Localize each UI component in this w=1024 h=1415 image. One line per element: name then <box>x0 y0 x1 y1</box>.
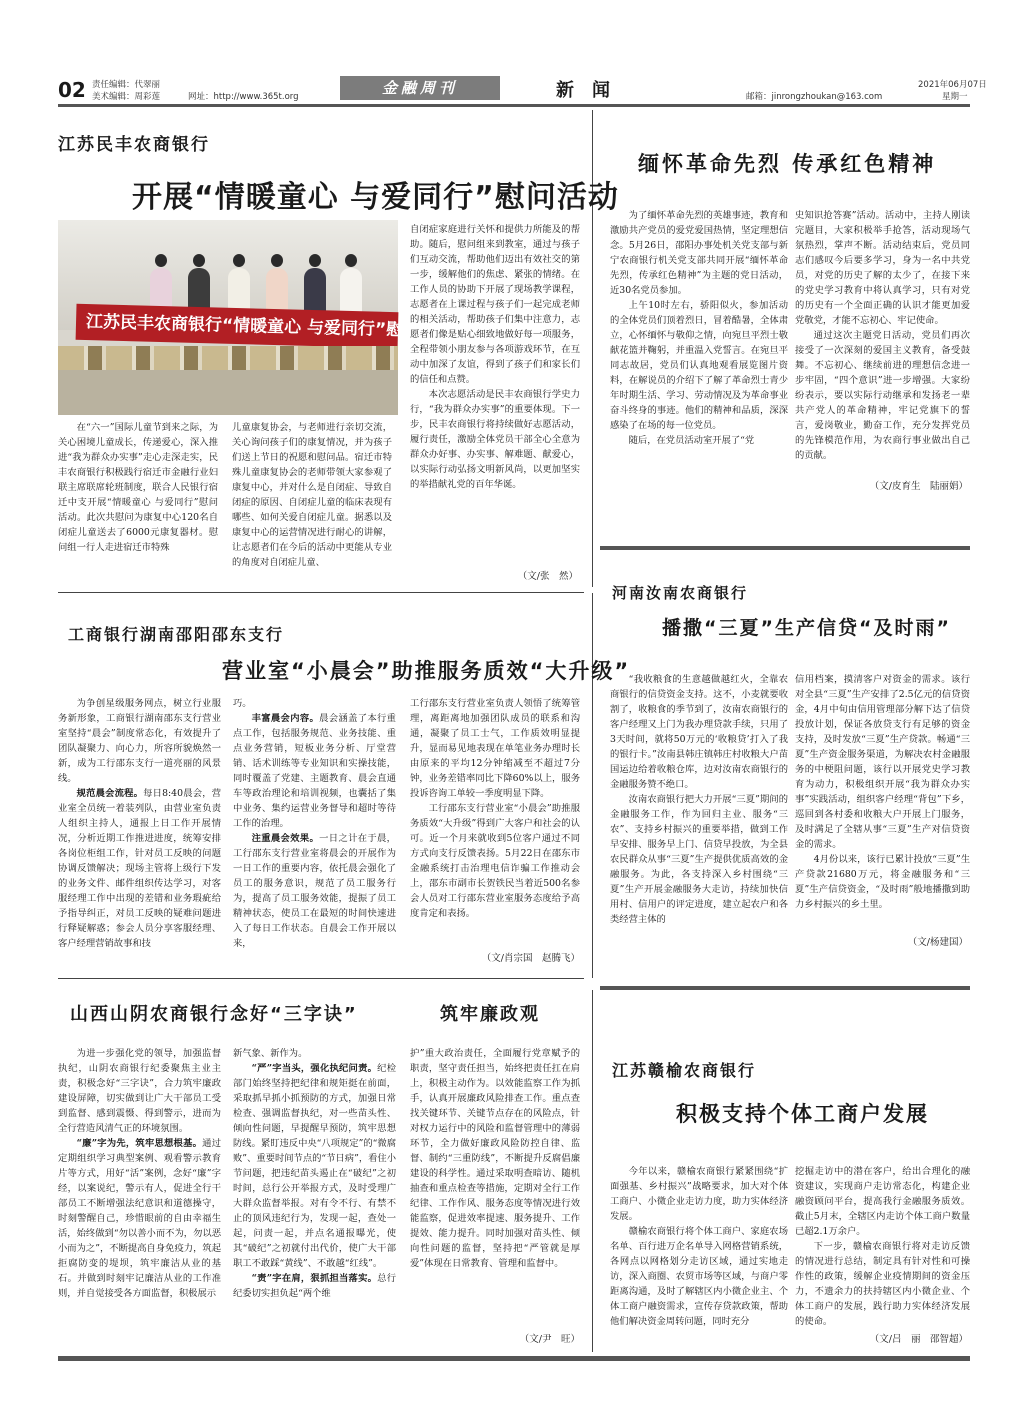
article1-photo <box>58 220 455 415</box>
article4-col2-para2: 4月份以来，该行已累计投放“三夏”生产贷款21680万元，将金融服务和“三夏”生产信贷资金，“及时雨”般地播撒到助力乡村振兴的乡土里。 <box>795 854 970 910</box>
article4-col2 <box>795 672 970 920</box>
article2-col1-para1: 为了缅怀革命先烈的英雄事迹，教育和激励共产党员的爱党爱国热情，坚定理想信念。5月26日，邵阳办事处机关党支部与新宁农商银行机关党支部共同开展“缅怀革命先烈，传承红色精神”为主题的党日活动，近30名党员参加。 <box>610 210 788 296</box>
article3-col2-para3: 一日之计在于晨，工行邵东支行营业室将晨会的开展作为一日工作的重要内容，依托晨会强化了员工的服务意识，规范了员工服务行为，提高了员工服务效能，提振了员工精神状态，使员工在最短的时间快速进入了每日工作状态。自晨会工作开展以来， <box>233 833 396 949</box>
article3-headline: 营业室“小晨会”助推服务质效“大升级” <box>222 659 631 683</box>
article3-byline: （文/肖宗国 赵腾飞） <box>481 953 580 964</box>
article1-byline: （文/张 然） <box>517 571 578 582</box>
photo-floor <box>58 370 398 415</box>
article2-col2-para1: 史知识抢答赛”活动。活动中，主持人刚读完题目，大家积极举手抢答，活动现场气氛热烈，掌声不断。活动结束后，党员同志们感叹今后要多学习，身为一名中共党员，对党的历史了解的太少了，在接下来的党史学习教育中将认真学习，只有对党的历史有一个全面正确的认识才能更加爱党敬党，才能不忘初心、牢记使命。 <box>795 210 970 326</box>
article5-col2-para2: 纪检部门始终坚持把纪律和规矩挺在前面，采取抓早抓小抓预防的方式，加强日常检查、强调监督执纪，对一些苗头性、倾向性问题，早提醒早预防，筑牢思想防线。紧盯违反中央“八项规定”的“微腐败”、重要时间节点的“节日病”，看住小节问题，把违纪苗头遏止在“破纪”之初时间，总行公开举报方式，及时受理广大群众监督举报。对有令不行、有禁不止的顶风违纪行为，发现一起，查处一起，问责一起，并点名通报曝光，使其“破纪”之初就付出代价，使广大干部职工不敢踩“黄线”、不敢越“红线”。 <box>233 1063 397 1269</box>
article5-byline: （文/尹 旺） <box>519 1334 580 1345</box>
article-divider <box>58 592 584 593</box>
article3-col2-lead2: 注重晨会效果。 <box>251 833 320 844</box>
page-number: 02 <box>58 78 86 102</box>
article6-col1-para1: 今年以来，赣榆农商银行紧紧围绕“扩面强基、乡村振兴”战略要求，加大对个体工商户、小微企业走访力度，助力实体经济发展。 <box>610 1166 788 1222</box>
article3-col2-para1: 巧。 <box>233 698 252 709</box>
article2-col1-para3: 随后，在党员活动室开展了“党 <box>628 435 755 446</box>
article6-col2-para2: 下一步，赣榆农商银行将对走访反馈的情况进行总结，制定具有针对性和可操作性的政策，缓解企业疫情期间的资金压力，不遗余力的扶持辖区内小微企业、个体工商户的发展，践行助力实体经济发展的使命。 <box>795 1241 970 1327</box>
article2-headline: 缅怀革命先烈 传承红色精神 <box>638 152 937 176</box>
article-divider <box>58 978 584 979</box>
article4-byline: （文/杨建国） <box>907 937 968 948</box>
article3-col1-lead: 规范晨会流程。 <box>76 788 144 799</box>
article3-col3-para1: 工行邵东支行营业室负责人领悟了统筹管理，离距离地加强团队成员的联系和沟通，凝聚了员工士气，工作质效明显提升，显而易见地表现在单笔业务办理时长由原来的平均12分钟缩减至不超过7分钟，业务差错率同比下降60%以上，服务投诉咨询工单较一季度明显下降。 <box>410 698 580 799</box>
article1-col2-text: 儿童康复协会，与老师进行亲切交流，关心询问孩子们的康复情况，并为孩子们送上节日的祝愿和慰问品。宿迁市特殊儿童康复协会的老师带领大家参观了康复中心，并对什么是自闭症、导致自闭症的原因、自闭症儿童的临床表现有哪些、如何关爱自闭症儿童。据悉以及康复中心的运营情况进行耐心的讲解，让志愿者们在今后的活动中更能从专业的角度对自闭症儿童、 <box>232 422 392 568</box>
article4-col1-para2: 汝南农商银行把大力开展“三夏”期间的金融服务工作，作为回归主业、服务“三农”、支持乡村振兴的重要举措，做到工作早安排、服务早上门、信贷早投放，为全县农民群众从事“三夏”生产提供优质高效的金融服务。为此，各支持深入乡村围绕“三夏”生产开展金融服务大走访，持续加快信用村、信用户的评定进度，建立起农户和各类经营主体的 <box>610 794 788 925</box>
article4-col2-para1: 信用档案，摸清客户对资金的需求。该行对全县“三夏”生产安排了2.5亿元的信贷资金，4月中旬由信用管理部分解下达了信贷投放计划，保证各放贷支行有足够的资金支持，及时发放“三夏”生产贷款。畅通“三夏”生产资金服务渠道，为解决农村金融服务的中梗阻问题，该行以开展党史学习教育为动力，积极组织开展“我为群众办实事”实践活动，组织客户经理“背包”下乡，巡回到各村委和收粮大户开展上门服务，及时满足了全辖从事“三夏”生产对信贷资金的需求。 <box>795 674 970 850</box>
article5-col3-text: 护”重大政治责任，全面履行党章赋予的职责，坚守责任担当，始终把责任扛在肩上，积极主动作为。以效能监察工作为抓手，认真开展廉政风险排查工作。重点查找关键环节、关键节点存在的风险点，针对权力运行中的风险和监督管理中的薄弱环节，全力做好廉政风险防控自律、监督、制约“三重防线”，不断提升反腐倡廉建设的科学性。通过采取明查暗访、随机抽查和重点检查等措施，定期对全行工作纪律、工作作风、服务态度等情况进行效能监察，促进效率提速、服务提升、工作提效、能力提升。同时加强对苗头性、倾向性问题的监督，坚持把“严管就是厚爱”体现在日常教育、管理和监督中。 <box>410 1048 580 1269</box>
article2-col2-para2: 通过这次主题党日活动，党员们再次接受了一次深刻的爱国主义教育，备受鼓舞。不忘初心、继续前进的理想信念进一步牢固，“四个意识”进一步增强。大家纷纷表示，要以实际行动继承和发扬老一辈共产党人的革命精神，牢记党旗下的誓言，爱岗敬业，勤奋工作，充分发挥党员的先锋模范作用，为农商行事业做出自己的贡献。 <box>795 330 970 461</box>
article4-headline: 播撒“三夏”生产信贷“及时雨” <box>662 617 951 639</box>
article5-col1 <box>58 1046 221 1346</box>
article6-col1 <box>610 1164 788 1342</box>
article1-col3-para1: 自闭症家庭进行关怀和提供力所能及的帮助。随后，慰问组来到教室，通过与孩子们互动交流，帮助他们迈出有效社交的第一步，缓解他们的焦虑、紧张的情绪。在工作人员的协助下开展了现场教学课程，志愿者在上课过程与孩子们一起完成老师的相关活动，帮助孩子们集中注意力，志愿者们像是贴心细致地做好每一项服务，全程带领小朋友参与各项游戏环节，在互动中加深了友谊，得到了孩子们和家长们的信任和点赞。 <box>410 224 580 385</box>
section-title: 新闻 <box>556 80 628 101</box>
article5-col1-para2: 通过定期组织学习典型案例、观看警示教育片等方式，用好“活”案例，念好“廉”字经，以案说纪，警示有人，促进全行干部员工不断增强法纪意识和道德操守，时刻警醒自己，珍惜眼前的自由幸福生活，始终做到“勿以善小而不为，勿以恶小而为之”，不断提高自身免疫力，筑起拒腐防变的堤坝，筑牢廉洁从业的基石。并做到时刻牢记廉洁从业的工作准则，并自觉接受各方面监督，积极展示 <box>58 1138 221 1299</box>
article1-headline: 开展“情暖童心 与爱同行”慰问活动 <box>132 180 619 215</box>
article1-col2 <box>232 420 392 580</box>
article5-col2 <box>233 1046 396 1346</box>
article1-col1-text: 在“六一”国际儿童节到来之际，为关心困境儿童成长，传递爱心，深入推进“我为群众办实事”走心走深走实，民丰农商银行积极践行宿迁市金融行业妇联主席联席轮班制度，联合人民银行宿迁中支开展“情暖童心 与爱同行”慰问活动。此次共慰问为康复中心120名自闭症儿童送去了6000元康复器材。慰问组一行人走进宿迁市特殊 <box>58 422 218 553</box>
article6-col2 <box>795 1164 970 1327</box>
article5-col1-lead: “廉”字为先，筑牢思想根基。 <box>76 1138 203 1149</box>
article1-col3 <box>410 222 580 552</box>
email-line: 邮箱：jinrongzhoukan@163.com <box>746 92 883 102</box>
article3-col1 <box>58 696 221 966</box>
article3-col2 <box>233 696 396 966</box>
column-divider <box>592 990 593 1352</box>
article2-col2 <box>795 208 970 493</box>
article5-col3 <box>410 1046 580 1328</box>
designer-line: 美术编辑：周彩莲 <box>92 92 161 102</box>
article2-col1 <box>610 208 788 493</box>
article5-col2-lead2: “责”字在肩，狠抓担当落实。 <box>251 1273 378 1284</box>
header-rule <box>58 104 970 107</box>
article3-col3 <box>410 696 580 941</box>
article-divider <box>600 546 970 550</box>
editor-line: 责任编辑：代翠丽 <box>92 80 161 90</box>
article-divider <box>600 986 970 990</box>
article3-col2-lead1: 丰富晨会内容。 <box>251 713 320 724</box>
article1-col3-para2: 本次志愿活动是民丰农商银行学史力行，“我为群众办实事”的重要体现。下一步，民丰农商银行将持续做好志愿活动，履行责任，激励全体党员干部全心全意为群众办好事、办实事、解难题、献爱心，以实际行动弘扬文明新风尚，以更加坚实的举措献礼党的百年华诞。 <box>410 389 580 490</box>
footer-rule <box>58 1356 970 1361</box>
masthead-logo: 金融周刊 <box>340 76 500 100</box>
article4-col1 <box>610 672 788 950</box>
article5-col2-para3: 总行纪委切实担负起“两个维 <box>233 1273 396 1299</box>
article6-byline: （文/吕 丽 邵智超） <box>869 1334 968 1345</box>
column-divider <box>592 593 593 978</box>
article4-kicker: 河南汝南农商银行 <box>612 584 749 602</box>
article3-col1-para1: 为争创星级服务网点，树立行业服务新形象，工商银行湖南邵东支行营业室坚持“晨会”制度常态化，有效提升了团队凝聚力、向心力，所容所貌焕然一新，成为工行邵东支行一道亮丽的风景线。 <box>58 698 221 784</box>
article3-col1-para2: 每日8:40晨会，营业室全员统一着装列队，由营业室负责人组织主持人，通报上日工作开展情况，分析近期工作推进进度，统筹安排各岗位柜组工作，针对员工反映的问题协调反馈解决；现场主管将上级行下发的业务文件、邮件组织传达学习，对客服经理工作中出现的差错和业务瑕疵给予指导纠正，对员工反映的疑难问题进行释疑解惑；参会人员分享客服经理、客户经理营销故事和技 <box>58 788 221 949</box>
article2-col1-para2: 上午10时左右，骄阳似火，参加活动的全体党员们顶着烈日，冒着酷暑，全体肃立，心怀缅怀与敬仰之情，向宛旦平烈士敬献花篮并鞠躬，并重温入党誓言。在宛旦平同志故居，党员们认真地观看展览图片资料，在解说员的介绍下了解了革命烈士青少年时期生活、学习、劳动情况及为革命事业奋斗终身的事迹。他们的精神和品质，深深感染了在场的每一位党员。 <box>610 300 788 431</box>
article3-kicker: 工商银行湖南邵阳邵东支行 <box>68 625 285 644</box>
article5-headline-right: 筑牢廉政观 <box>440 1004 540 1025</box>
issue-weekday: 星期一 <box>942 92 968 102</box>
article6-col1-para2: 赣榆农商银行将个体工商户、家庭农场名单、百行进万企名单导入网格营销系统，各网点以网格划分走访区域，通过实地走访，深入商圈、农贸市场等区域，与商户零距离沟通，及时了解辖区内小微企业主、个体工商户融资需求，宣传存贷款政策，帮助他们解决资金周转问题，同时充分 <box>610 1226 788 1327</box>
article5-col2-lead1: “严”字当头，强化执纪问责。 <box>251 1063 378 1074</box>
article5-col1-para1: 为进一步强化党的领导，加强监督执纪，山阴农商银行纪委聚焦主业主责，积极念好“三字诀”，合力筑牢廉政建设屏障，切实做到让广大干部员工受到监督、感到震慑、得到警示，进而为全行营造风清气正的环境氛围。 <box>58 1048 221 1134</box>
article1-kicker: 江苏民丰农商银行 <box>58 135 210 155</box>
article6-headline: 积极支持个体工商户发展 <box>676 1102 929 1126</box>
article5-col2-para1: 新气象、新作为。 <box>233 1048 308 1059</box>
article6-col2-para1: 挖掘走访中的潜在客户，给出合理化的融资建议，实现商户走访常态化，构建企业融资顾问平台，提高我行金融服务质效。截止5月末，全辖区内走访个体工商户数量已超2.1万余户。 <box>795 1166 970 1237</box>
article3-col2-para2: 晨会涵盖了本行重点工作，包括服务规范、业务技能、重点业务营销，短板业务分析、厅堂营销、话术训练等专业知识和实操技能，同时覆盖了党建、主题教育、晨会直通车等政治理论和培训视频，也囊括了集中业务、集约运营业务督导和超时等待工作的治理。 <box>233 713 396 829</box>
article1-col1 <box>58 420 218 580</box>
article6-kicker: 江苏赣榆农商银行 <box>612 1061 757 1080</box>
issue-date: 2021年06月07日 <box>918 80 987 90</box>
article2-byline: （文/皮育生 陆丽娟） <box>869 481 968 492</box>
website-line: 网址：http://www.365t.org <box>188 92 299 102</box>
article4-col1-para1: “我收粮食的生意越做越红火，全靠农商银行的信贷资金支持。这不，小麦就要收割了，收粮食的季节到了，汝南农商银行的客户经理又上门为我办理贷款手续，只用了3天时间，就将50万元的‘收粮贷’打入了我的银行卡。”汝南县韩庄镇韩庄村收粮大户苗国运边给着收粮仓库，边对汝南农商银行的金融服务赞不绝口。 <box>610 674 788 790</box>
article3-col3-para2: 工行邵东支行营业室“小晨会”助推服务质效“大升级”得到广大客户和社会的认可。近一个月来就收到5位客户通过不同方式向支行反馈表扬。5月22日在邵东市金融系统打击治理电信诈骗工作推动会上，邵东市副市长贺铁民当着近500名参会人员对工行邵东营业室服务态度给予高度肯定和表扬。 <box>410 803 580 919</box>
photo-banner: 江苏民丰农商银行“情暖童心 与爱同行”慰问活动 <box>76 304 399 348</box>
article5-headline-left: 山西山阴农商银行念好“三字诀” <box>70 1004 358 1025</box>
